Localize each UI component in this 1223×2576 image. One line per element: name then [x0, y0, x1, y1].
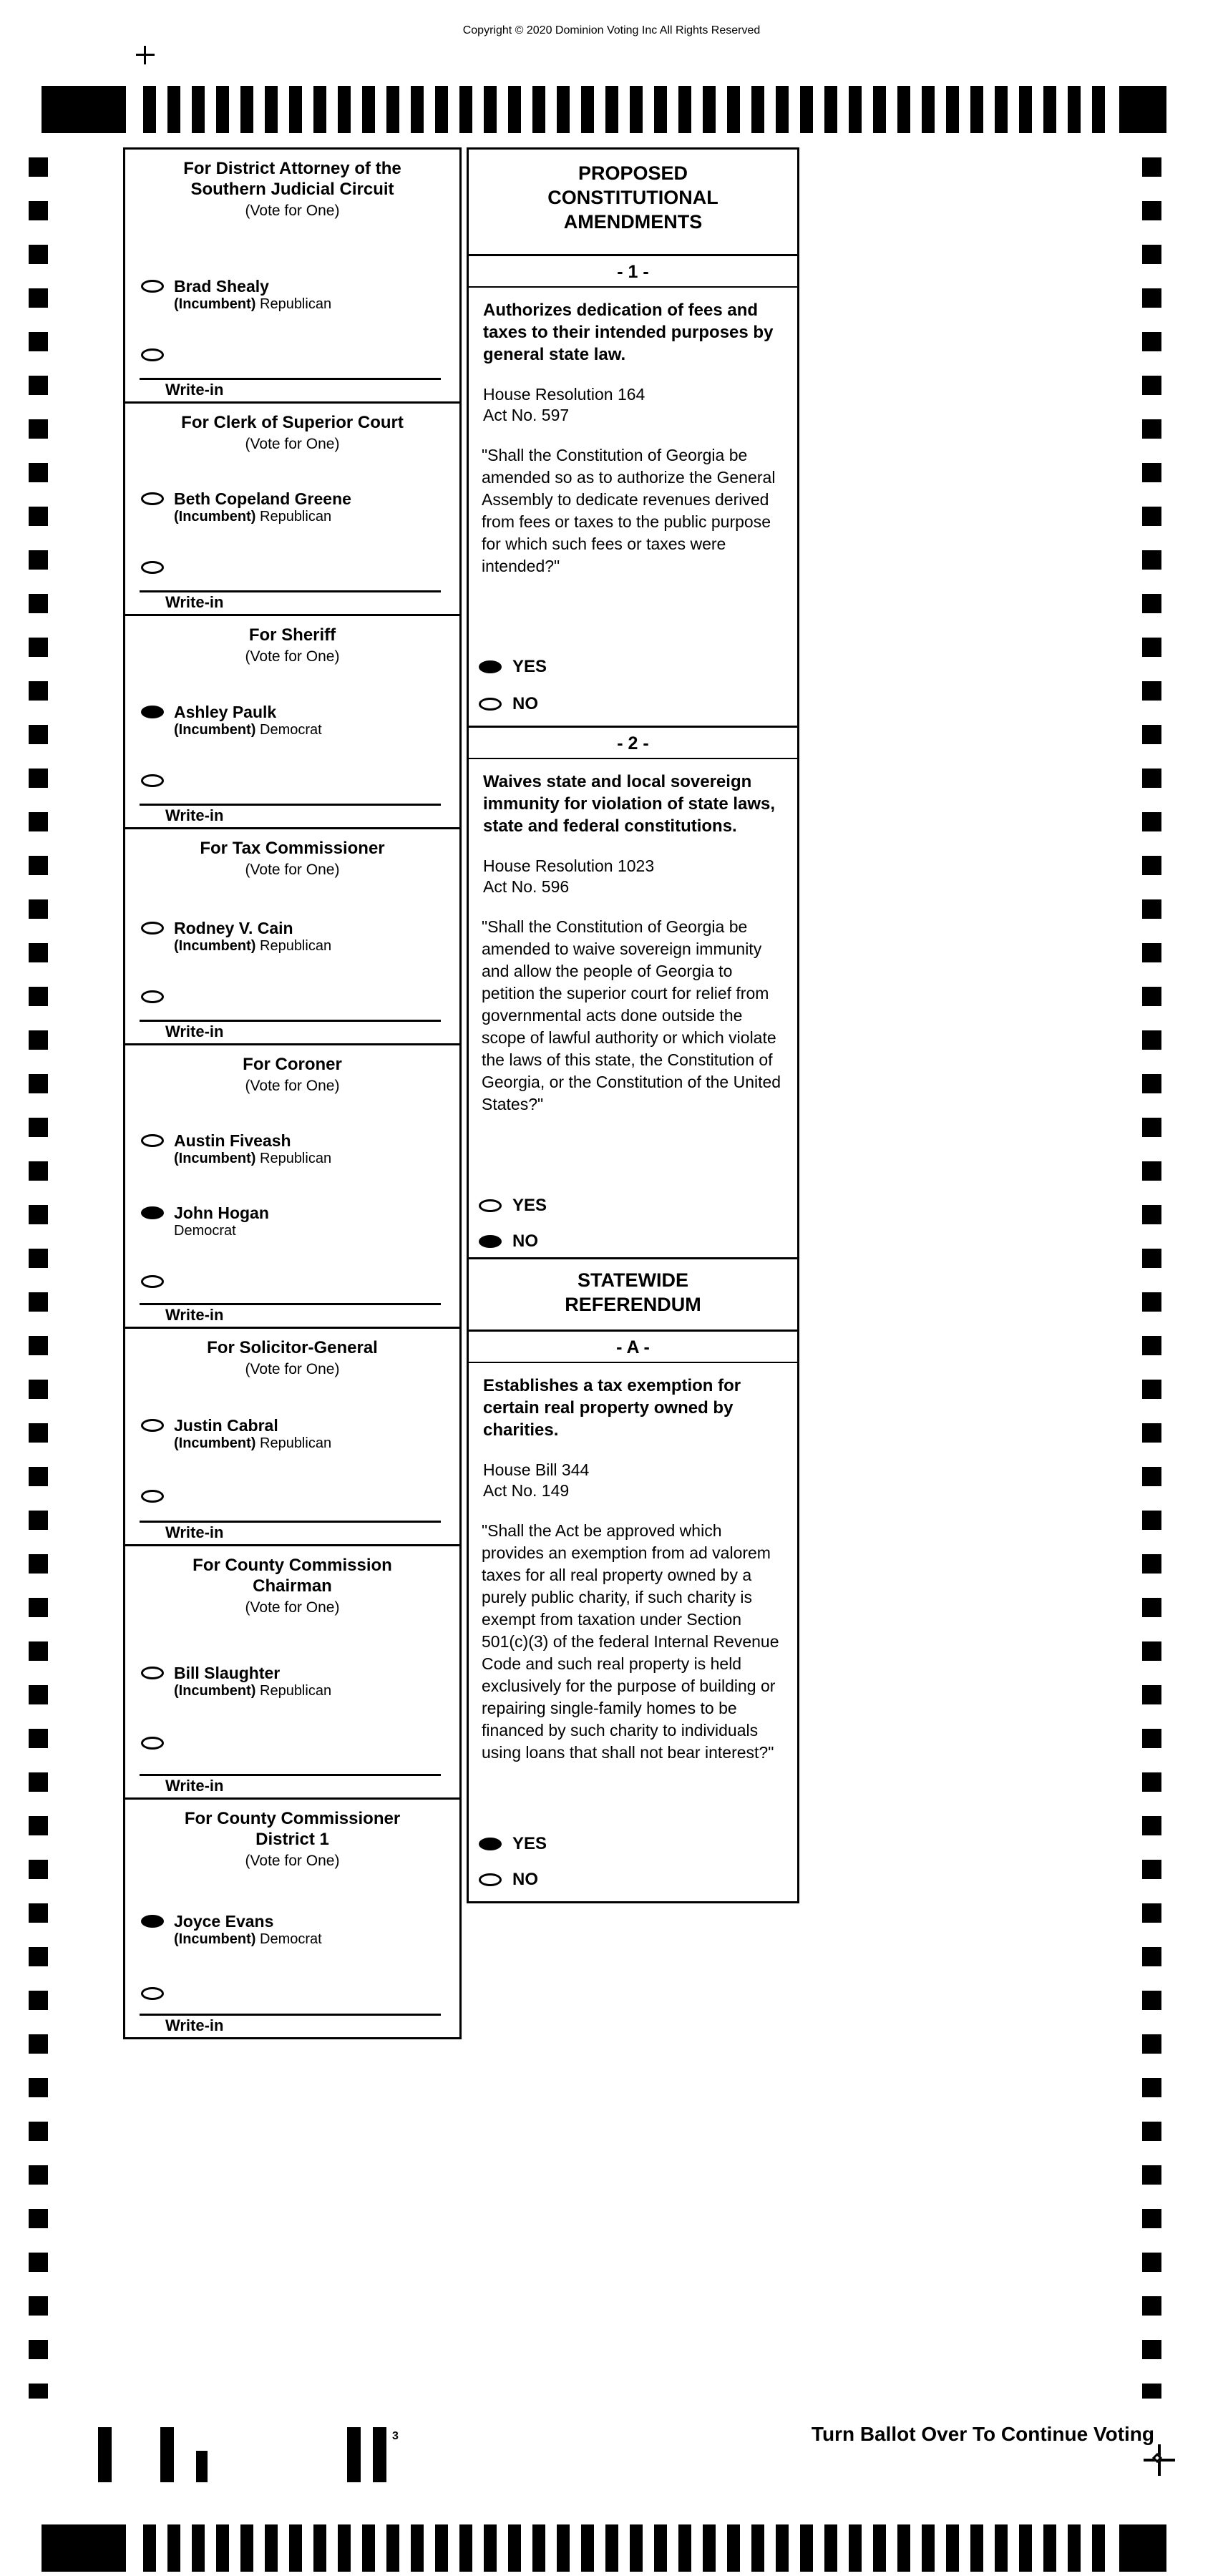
oval-amendment-2-no[interactable] — [479, 1235, 502, 1248]
contest-clerk-superior-court — [125, 404, 459, 616]
blank-candidate-row — [141, 558, 164, 574]
measure-summary: Authorizes dedication of fees and taxes to their intended purposes by general state law. — [483, 301, 774, 364]
yes-choice-row — [479, 1196, 547, 1216]
candidate-party: (Incumbent) Republican — [174, 1683, 332, 1699]
oval-write-in-tax-commissioner[interactable] — [141, 990, 164, 1003]
candidate-row — [141, 1416, 331, 1452]
vote-instruction: (Vote for One) — [245, 648, 340, 665]
no-choice-row — [479, 694, 538, 714]
contest-title: For County Commissioner District 1 — [184, 1809, 401, 1849]
oval-beth-copeland-greene[interactable] — [141, 492, 164, 505]
oval-referendum-a-no[interactable] — [479, 1873, 502, 1886]
sheet-number-mark: 3 — [392, 2430, 399, 2442]
oval-amendment-1-no[interactable] — [479, 698, 502, 711]
referendum-header-line: STATEWIDE — [578, 1269, 688, 1291]
vote-instruction: (Vote for One) — [245, 1853, 340, 1869]
measures-column — [467, 147, 799, 1903]
measure-summary: Establishes a tax exemption for certain real property owned by charities. — [483, 1376, 741, 1440]
vote-instruction: (Vote for One) — [245, 203, 340, 219]
no-label: NO — [512, 1870, 538, 1889]
candidate-row — [141, 919, 331, 955]
candidate-name: Brad Shealy — [174, 277, 269, 296]
contest-sheriff — [125, 616, 459, 829]
vote-instruction: (Vote for One) — [245, 862, 340, 878]
oval-amendment-2-yes[interactable] — [479, 1199, 502, 1212]
timing-marks-bottom — [143, 2524, 1106, 2572]
no-label: NO — [512, 1231, 538, 1251]
measure-number: - 2 - — [469, 728, 797, 759]
measure-question: "Shall the Constitution of Georgia be amended to waive sovereign immunity and allow the people of Georgia to petition the superior court for relief from governmental acts done outside the scope of lawful authority or which violate the laws of this state, the Constitution of Georgia, or the Constitution of the United States?" — [482, 917, 781, 1113]
yes-choice-row — [479, 657, 547, 677]
write-in-line — [140, 2014, 441, 2016]
candidate-name: Austin Fiveash — [174, 1131, 291, 1150]
registration-crosshair-icon — [1144, 2444, 1175, 2476]
oval-write-in-commission-chairman[interactable] — [141, 1737, 164, 1750]
contest-tax-commissioner — [125, 829, 459, 1045]
vote-instruction: (Vote for One) — [245, 1078, 340, 1094]
candidate-row — [141, 1131, 331, 1167]
oval-write-in-commissioner-district-1[interactable] — [141, 1987, 164, 2000]
timing-block-top-right — [1119, 86, 1166, 133]
yes-label: YES — [512, 657, 547, 676]
write-in-line — [140, 590, 441, 592]
measure-authority — [469, 837, 797, 897]
write-in-line — [140, 1020, 441, 1022]
oval-justin-cabral[interactable] — [141, 1419, 164, 1432]
contest-coroner — [125, 1045, 459, 1329]
amendments-header-line: PROPOSED — [578, 162, 688, 184]
contests-column — [123, 147, 462, 2039]
measure-number: - 1 - — [469, 256, 797, 288]
measure-number: - A - — [469, 1332, 797, 1363]
amendments-header-line: CONSTITUTIONAL — [547, 187, 718, 208]
blank-candidate-row — [141, 1272, 164, 1288]
amendments-header — [469, 150, 797, 256]
timing-marks-right — [1142, 157, 1161, 2399]
timing-marks-top — [143, 86, 1106, 133]
authority-line: House Resolution 1023 — [483, 857, 655, 875]
no-choice-row — [479, 1870, 538, 1890]
timing-marks-left — [29, 157, 48, 2399]
oval-write-in-coroner[interactable] — [141, 1275, 164, 1288]
oval-write-in-sheriff[interactable] — [141, 774, 164, 787]
contest-title: For Solicitor-General — [207, 1338, 378, 1357]
authority-line: Act No. 597 — [483, 406, 570, 424]
write-in-label: Write-in — [165, 1306, 224, 1324]
write-in-label: Write-in — [165, 381, 224, 399]
candidate-party: (Incumbent) Republican — [174, 509, 332, 525]
oval-write-in-district-attorney[interactable] — [141, 348, 164, 361]
blank-candidate-row — [141, 771, 164, 787]
footer-code-bar — [347, 2427, 361, 2482]
no-label: NO — [512, 694, 538, 713]
candidate-row — [141, 277, 331, 313]
copyright-text: Copyright © 2020 Dominion Voting Inc All Rights Reserved — [462, 24, 761, 36]
no-choice-row — [479, 1231, 538, 1252]
write-in-label: Write-in — [165, 2016, 224, 2034]
blank-candidate-row — [141, 1734, 164, 1750]
oval-write-in-clerk[interactable] — [141, 561, 164, 574]
contest-title: For Coroner — [243, 1055, 342, 1074]
candidate-party: (Incumbent) Democrat — [174, 1931, 322, 1947]
contest-title: For County Commission Chairman — [193, 1556, 392, 1596]
timing-block-bottom-left — [42, 2524, 126, 2572]
vote-instruction: (Vote for One) — [245, 1361, 340, 1377]
contest-district-attorney — [125, 150, 459, 404]
oval-brad-shealy[interactable] — [141, 280, 164, 293]
measure-summary: Waives state and local sovereign immunity for violation of state laws, state and federal constitutions. — [483, 772, 776, 836]
candidate-name: Ashley Paulk — [174, 703, 277, 721]
write-in-label: Write-in — [165, 806, 224, 824]
oval-referendum-a-yes[interactable] — [479, 1838, 502, 1850]
oval-john-hogan[interactable] — [141, 1206, 164, 1219]
oval-joyce-evans[interactable] — [141, 1915, 164, 1928]
write-in-line — [140, 1774, 441, 1776]
candidate-party: (Incumbent) Democrat — [174, 722, 322, 738]
blank-candidate-row — [141, 1984, 164, 2000]
candidate-row — [141, 1204, 269, 1239]
candidate-name: Justin Cabral — [174, 1416, 278, 1435]
candidate-party: Democrat — [174, 1223, 236, 1239]
measure-authority — [469, 1441, 797, 1501]
contest-county-commissioner-district-1 — [125, 1800, 459, 2037]
blank-candidate-row — [141, 1487, 164, 1503]
authority-line: House Bill 344 — [483, 1460, 590, 1479]
authority-line: Act No. 149 — [483, 1481, 570, 1500]
candidate-row — [141, 703, 322, 738]
oval-bill-slaughter[interactable] — [141, 1667, 164, 1679]
measure-amendment-1 — [469, 256, 797, 728]
footer-code-bar — [196, 2451, 208, 2482]
measure-amendment-2 — [469, 728, 797, 1259]
authority-line: House Resolution 164 — [483, 385, 645, 404]
candidate-row — [141, 1664, 331, 1699]
contest-title: For Sheriff — [248, 625, 336, 645]
vote-instruction: (Vote for One) — [245, 1599, 340, 1616]
write-in-label: Write-in — [165, 1777, 224, 1795]
yes-label: YES — [512, 1196, 547, 1215]
write-in-label: Write-in — [165, 1023, 224, 1040]
oval-write-in-solicitor-general[interactable] — [141, 1490, 164, 1503]
contest-title: For Tax Commissioner — [200, 839, 385, 858]
oval-amendment-1-yes[interactable] — [479, 660, 502, 673]
candidate-party: (Incumbent) Republican — [174, 296, 332, 312]
measure-authority — [469, 366, 797, 426]
write-in-line — [140, 378, 441, 380]
referendum-header — [469, 1259, 797, 1332]
write-in-line — [140, 1303, 441, 1305]
candidate-name: Rodney V. Cain — [174, 919, 293, 937]
timing-block-top-left — [42, 86, 126, 133]
contest-title: For District Attorney of the Southern Judicial Circuit — [183, 159, 401, 199]
measure-question: "Shall the Constitution of Georgia be amended so as to authorize the General Assembly to dedicate revenues derived from fees or taxes to the public purpose for which such fees or taxes were intended?" — [482, 446, 776, 575]
blank-candidate-row — [141, 346, 164, 361]
vote-instruction: (Vote for One) — [245, 436, 340, 452]
footer-code-bar — [98, 2427, 112, 2482]
measure-question: "Shall the Act be approved which provides an exemption from ad valorem taxes for all real property owned by a purely public charity, if such charity is exempt from taxation under Section 501(c)(3) of the federal Internal Revenue Code and such real property is held exclusively for the purpose of building or repairing single-family homes to be financed by such charity to individuals using loans that shall not bear interest?" — [482, 1521, 779, 1762]
oval-ashley-paulk[interactable] — [141, 706, 164, 718]
candidate-party: (Incumbent) Republican — [174, 1435, 332, 1451]
write-in-label: Write-in — [165, 593, 224, 611]
candidate-name: Beth Copeland Greene — [174, 489, 351, 508]
write-in-label: Write-in — [165, 1523, 224, 1541]
turn-ballot-over-instruction: Turn Ballot Over To Continue Voting — [811, 2423, 1154, 2445]
authority-line: Act No. 596 — [483, 877, 570, 896]
candidate-name: Joyce Evans — [174, 1912, 274, 1931]
yes-label: YES — [512, 1834, 547, 1853]
amendments-header-line: AMENDMENTS — [563, 211, 703, 233]
footer-code-bar — [160, 2427, 174, 2482]
contest-county-commission-chairman — [125, 1546, 459, 1800]
referendum-header-line: REFERENDUM — [565, 1294, 701, 1315]
candidate-party: (Incumbent) Republican — [174, 1151, 332, 1166]
registration-plus-icon — [136, 46, 155, 64]
oval-austin-fiveash[interactable] — [141, 1134, 164, 1147]
yes-choice-row — [479, 1834, 547, 1854]
oval-rodney-cain[interactable] — [141, 922, 164, 935]
candidate-party: (Incumbent) Republican — [174, 938, 332, 954]
contest-solicitor-general — [125, 1329, 459, 1546]
measure-referendum-a — [469, 1332, 797, 1901]
candidate-row — [141, 1912, 322, 1948]
timing-block-bottom-right — [1119, 2524, 1166, 2572]
footer-code-bar — [373, 2427, 386, 2482]
write-in-line — [140, 804, 441, 806]
candidate-row — [141, 489, 351, 525]
blank-candidate-row — [141, 987, 164, 1003]
write-in-line — [140, 1521, 441, 1523]
candidate-name: John Hogan — [174, 1204, 269, 1222]
contest-title: For Clerk of Superior Court — [181, 413, 404, 432]
candidate-name: Bill Slaughter — [174, 1664, 281, 1682]
